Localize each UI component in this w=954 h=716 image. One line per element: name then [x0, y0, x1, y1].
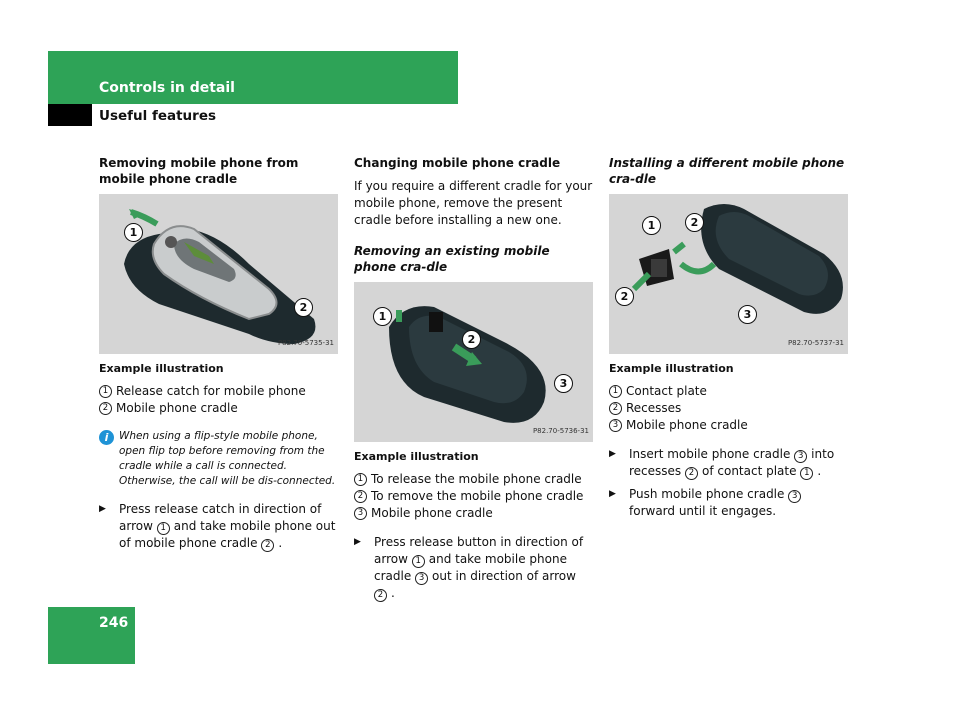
instruction-bullet: [609, 446, 849, 480]
legend-text: To remove the mobile phone cradle: [371, 489, 584, 503]
legend-number: 1: [99, 385, 112, 398]
legend-number: 1: [354, 473, 367, 486]
illustration-installing-cradle: [609, 194, 848, 354]
legend-item: [99, 383, 339, 400]
legend-text: Mobile phone cradle: [626, 418, 748, 432]
legend-item: [609, 417, 849, 434]
section-header-bar: [48, 51, 458, 104]
legend-text: Release catch for mobile phone: [116, 384, 306, 398]
legend-item: [609, 400, 849, 417]
info-icon: i: [99, 430, 114, 445]
bullet-arrow-icon: ▶: [99, 504, 106, 514]
callout-2: 2: [685, 213, 704, 232]
legend-text: Recesses: [626, 401, 682, 415]
instruction-text: Push mobile phone cradle 3forward until it engages.: [629, 486, 849, 520]
callout-2: 2: [462, 330, 481, 349]
section-title: Controls in detail: [99, 80, 235, 96]
note-text: When using a flip-style mobile phone, open flip top before removing from the cradle while a call is connected. Otherwise, the call will be dis-connected.: [119, 430, 336, 487]
column-heading: Removing mobile phone from mobile phone cradle: [99, 156, 299, 186]
illustration-removing-cradle: [354, 282, 593, 442]
figure-caption: Example illustration: [99, 362, 224, 375]
legend-number: 2: [354, 490, 367, 503]
column-changing-cradle: [354, 155, 594, 608]
instruction-bullet: [354, 534, 594, 602]
legend-item: [354, 488, 594, 505]
legend-number: 1: [609, 385, 622, 398]
column-installing-cradle: [609, 155, 849, 526]
callout-1: 1: [373, 307, 392, 326]
callout-1: 1: [124, 223, 143, 242]
page-number: 246: [99, 615, 129, 631]
legend-text: Mobile phone cradle: [371, 506, 493, 520]
bullet-arrow-icon: ▶: [609, 489, 616, 499]
figure-code: P82.70-5737-31: [787, 339, 844, 347]
column-removing-phone: [99, 155, 339, 558]
column-heading: Installing a different mobile phone cra-dle: [609, 156, 845, 186]
subheading: Removing an existing mobile phone cra-dle: [354, 244, 550, 274]
callout-3: 3: [738, 305, 757, 324]
legend-number: 2: [99, 402, 112, 415]
intro-paragraph: If you require a different cradle for your mobile phone, remove the present cradle before installing a new one.: [354, 179, 593, 227]
subsection-marker: [48, 104, 92, 126]
legend-item: [99, 400, 339, 417]
legend-number: 3: [609, 419, 622, 432]
legend-list: [354, 471, 594, 522]
legend-text: Contact plate: [626, 384, 707, 398]
legend-list: [99, 383, 339, 417]
legend-item: [354, 471, 594, 488]
callout-3: 3: [554, 374, 573, 393]
legend-item: [609, 383, 849, 400]
legend-text: To release the mobile phone cradle: [371, 472, 582, 486]
instruction-bullet: [99, 501, 339, 552]
instruction-text: Press release catch in direction of arrow 1 and take mobile phone out of mobile phone cradle 2 .: [119, 502, 336, 550]
figure-code: P82.70-5735-31: [277, 339, 334, 347]
phone-in-cradle-drawing: [99, 194, 338, 354]
legend-text: Mobile phone cradle: [116, 401, 238, 415]
bullet-arrow-icon: ▶: [354, 537, 361, 547]
figure-caption: Example illustration: [609, 362, 734, 375]
legend-item: [354, 505, 594, 522]
illustration-removing-phone: [99, 194, 338, 354]
legend-number: 2: [609, 402, 622, 415]
cradle-removal-drawing: [354, 282, 593, 442]
instruction-text: Insert mobile phone cradle 3 into recesses 2 of contact plate 1 .: [629, 447, 835, 478]
bullet-arrow-icon: ▶: [609, 449, 616, 459]
instruction-bullet: [609, 486, 849, 520]
subsection-title: Useful features: [99, 108, 217, 124]
legend-list: [609, 383, 849, 434]
info-note: [99, 429, 339, 489]
figure-caption: Example illustration: [354, 450, 479, 463]
legend-number: 3: [354, 507, 367, 520]
figure-code: P82.70-5736-31: [532, 427, 589, 435]
callout-2: 2: [294, 298, 313, 317]
callout-2-second: 2: [615, 287, 634, 306]
callout-1: 1: [642, 216, 661, 235]
instruction-text: Press release button in direction of arrow 1 and take mobile phone cradle 3 out in direction of arrow 2 .: [374, 535, 584, 600]
column-heading: Changing mobile phone cradle: [354, 156, 561, 170]
